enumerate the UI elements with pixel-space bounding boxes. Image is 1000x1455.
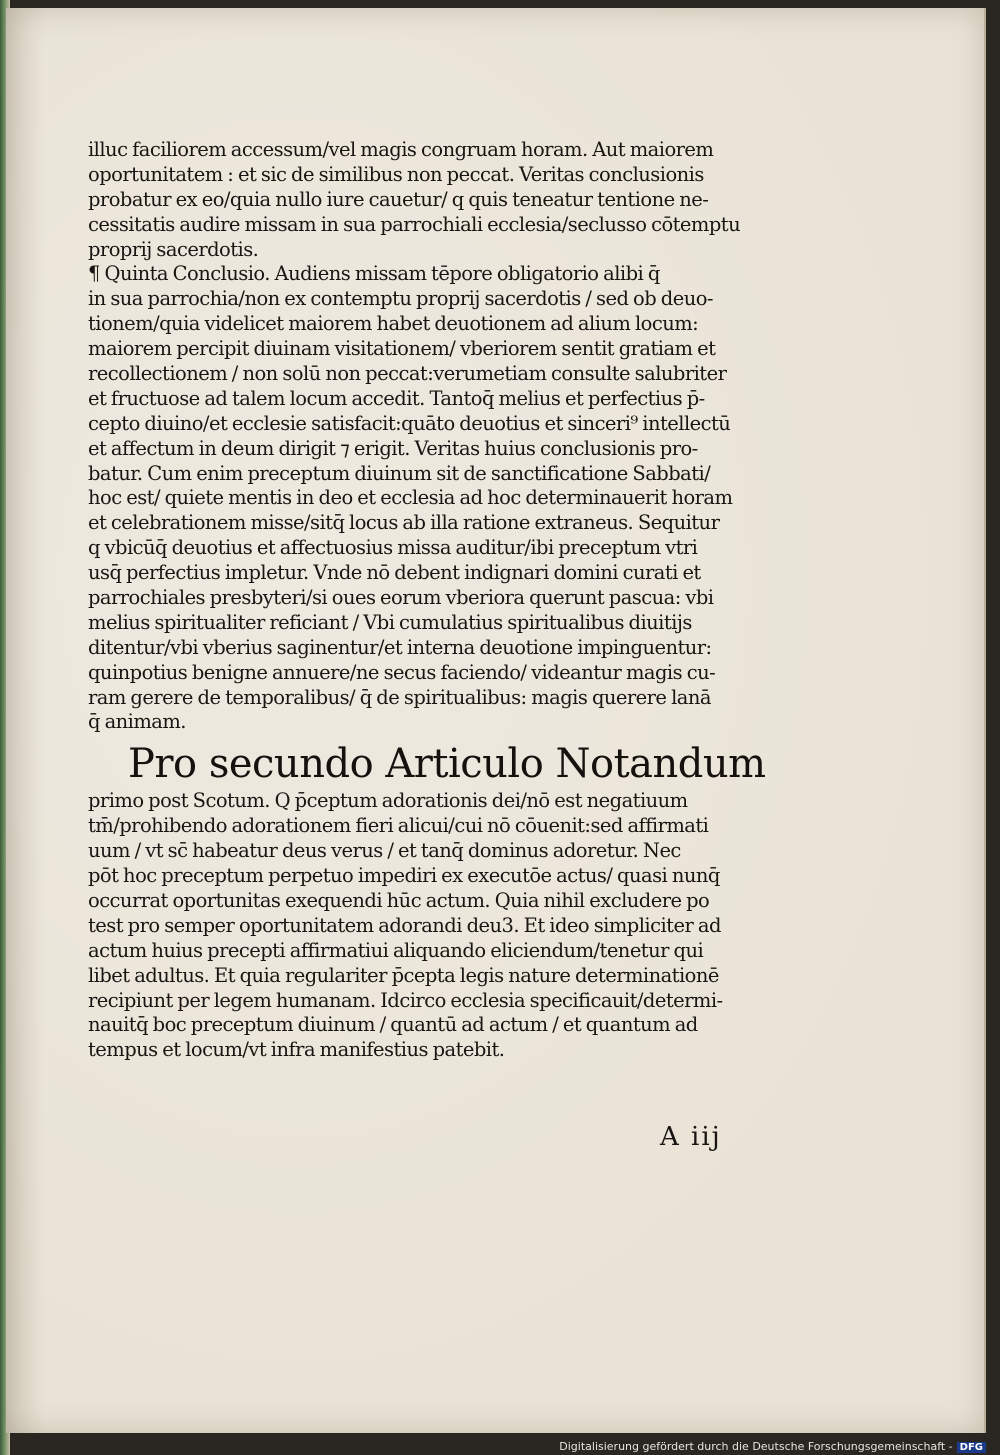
section-heading: Pro secundo Articulo Notandum: [128, 741, 766, 788]
text-line: parrochiales presbyteri/si oues eorum vberiora querunt pascua: vbi: [88, 586, 714, 610]
text-line: occurrat oportunitas exequendi hūc actum. Quia nihil excludere po: [88, 888, 710, 912]
text-line: uum / vt sc̄ habeatur deus verus / et tanq̄ dominus adoretur. Nec: [88, 839, 681, 863]
digitization-credit: [559, 1440, 986, 1453]
text-line: q̄ animam.: [88, 710, 186, 734]
text-line: actum huius precepti affirmatiui aliquando eliciendum/tenetur qui: [88, 938, 704, 962]
text-line: et fructuose ad talem locum accedit. Tantoq̄ melius et perfectius p̄-: [88, 386, 705, 410]
text-line: probatur ex eo/quia nullo iure cauetur/ q quis teneatur tentione ne-: [88, 187, 709, 211]
text-line: ditentur/vbi vberius saginentur/et interna deuotione impinguentur:: [88, 635, 712, 659]
dfg-logo: DFG: [957, 1442, 986, 1453]
text-line: libet adultus. Et quia regulariter p̄cepta legis nature determinationē: [88, 963, 719, 987]
text-line: tm̄/prohibendo adorationem fieri alicui/cui nō cōuenit:sed affirmati: [88, 814, 709, 838]
text-line: q vbicūq̄ deuotius et affectuosius missa auditur/ibi preceptum vtri: [88, 536, 698, 560]
text-line: ¶ Quinta Conclusio. Audiens missam tēpore obligatorio alibi q̄: [88, 262, 660, 286]
text-line: illuc faciliorem accessum/vel magis congruam horam. Aut maiorem: [88, 138, 714, 161]
text-line: tempus et locum/vt infra manifestius patebit.: [88, 1038, 505, 1062]
text-line: proprij sacerdotis.: [88, 237, 259, 261]
text-line: in sua parrochia/non ex contemptu proprij sacerdotis / sed ob deuo-: [88, 287, 713, 311]
text-line: pōt hoc preceptum perpetuo impediri ex executōe actus/ quasi nunq̄: [88, 864, 720, 888]
paragraph-block-1: [88, 138, 778, 735]
credit-text: Digitalisierung gefördert durch die Deutsche Forschungsgemeinschaft -: [559, 1440, 953, 1453]
text-line: nauitq̄ boc preceptum diuinum / quantū ad actum / et quantum ad: [88, 1013, 698, 1037]
text-line: quinpotius benigne annuere/ne secus faciendo/ videantur magis cu-: [88, 660, 716, 684]
paragraph-block-2: [88, 789, 778, 1063]
text-line: test pro semper oportunitatem adorandi deu3. Et ideo simpliciter ad: [88, 913, 721, 937]
text-line: maiorem percipit diuinam visitationem/ vberiorem sentit gratiam et: [88, 337, 716, 361]
text-line: hoc est/ quiete mentis in deo et ecclesia ad hoc determinauerit horam: [88, 486, 733, 510]
text-line: usq̄ perfectius impletur. Vnde nō debent indignari domini curati et: [88, 561, 701, 585]
text-line: ram gerere de temporalibus/ q̄ de spiritualibus: magis querere lanā: [88, 685, 711, 709]
text-line: cepto diuino/et ecclesie satisfacit:quāto deuotius et sinceri⁹ intellectū: [88, 411, 731, 435]
text-line: recipiunt per legem humanam. Idcirco ecclesia specificauit/determi-: [88, 988, 723, 1012]
page-text-block: [88, 138, 778, 1063]
text-line: et affectum in deum dirigit ⁊ erigit. Veritas huius conclusionis pro-: [88, 436, 698, 460]
text-line: cessitatis audire missam in sua parrochiali ecclesia/seclusso cōtemptu: [88, 212, 741, 236]
text-line: tionem/quia videlicet maiorem habet deuotionem ad alium locum:: [88, 312, 699, 336]
signature-mark: A iij: [660, 1122, 722, 1152]
text-line: recollectionem / non solū non peccat:verumetiam consulte salubriter: [88, 362, 727, 386]
text-line: et celebrationem misse/sitq̄ locus ab illa ratione extraneus. Sequitur: [88, 511, 720, 535]
text-line: oportunitatem : et sic de similibus non peccat. Veritas conclusionis: [88, 162, 704, 186]
text-line: batur. Cum enim preceptum diuinum sit de sanctificatione Sabbati/: [88, 461, 711, 485]
text-line: melius spiritualiter reficiant / Vbi cumulatius spiritualibus diuitijs: [88, 610, 692, 634]
text-line: primo post Scotum. Q p̄ceptum adorationis dei/nō est negatiuum: [88, 789, 688, 813]
